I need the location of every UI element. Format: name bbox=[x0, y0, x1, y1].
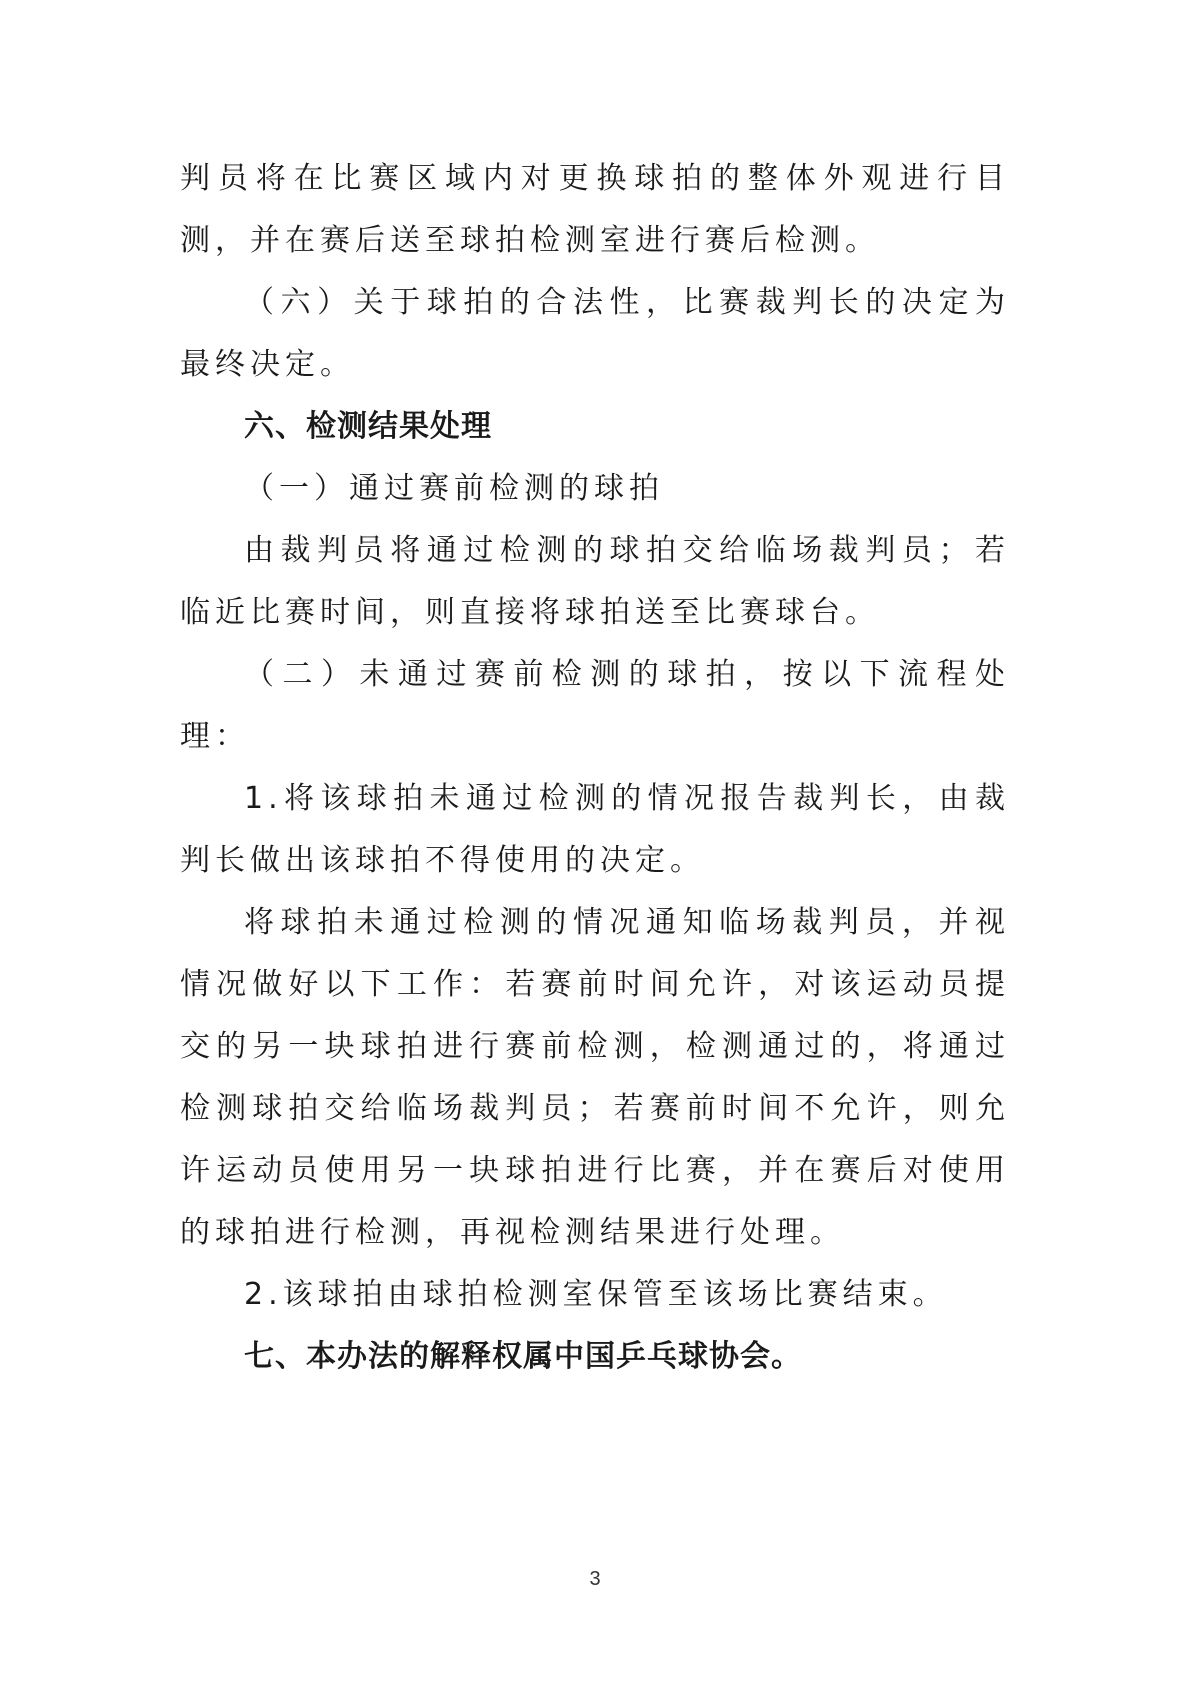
page-number: 3 bbox=[589, 1568, 601, 1590]
document-body bbox=[180, 148, 1010, 1388]
subsection-heading: （一）通过赛前检测的球拍 bbox=[244, 471, 664, 506]
paragraph: 判员将在比赛区域内对更换球拍的整体外观进行目测，并在赛后送至球拍检测室进行赛后检测。 bbox=[180, 161, 1010, 258]
list-item: 1.将该球拍未通过检测的情况报告裁判长，由裁判长做出该球拍不得使用的决定。 bbox=[180, 781, 1010, 878]
section-heading: 六、检测结果处理 bbox=[244, 409, 492, 444]
subsection-heading: （二）未通过赛前检测的球拍，按以下流程处理： bbox=[180, 657, 1010, 754]
section-heading: 七、本办法的解释权属中国乒乓球协会。 bbox=[244, 1339, 802, 1374]
paragraph: 由裁判员将通过检测的球拍交给临场裁判员；若临近比赛时间，则直接将球拍送至比赛球台。 bbox=[180, 533, 1010, 630]
paragraph: （六）关于球拍的合法性，比赛裁判长的决定为最终决定。 bbox=[180, 285, 1010, 382]
list-item: 2.该球拍由球拍检测室保管至该场比赛结束。 bbox=[244, 1277, 948, 1312]
paragraph: 将球拍未通过检测的情况通知临场裁判员，并视情况做好以下工作：若赛前时间允许，对该运动员提交的另一块球拍进行赛前检测，检测通过的，将通过检测球拍交给临场裁判员；若赛前时间不允许，则允许运动员使用另一块球拍进行比赛，并在赛后对使用的球拍进行检测，再视检测结果进行处理。 bbox=[180, 905, 1010, 1250]
